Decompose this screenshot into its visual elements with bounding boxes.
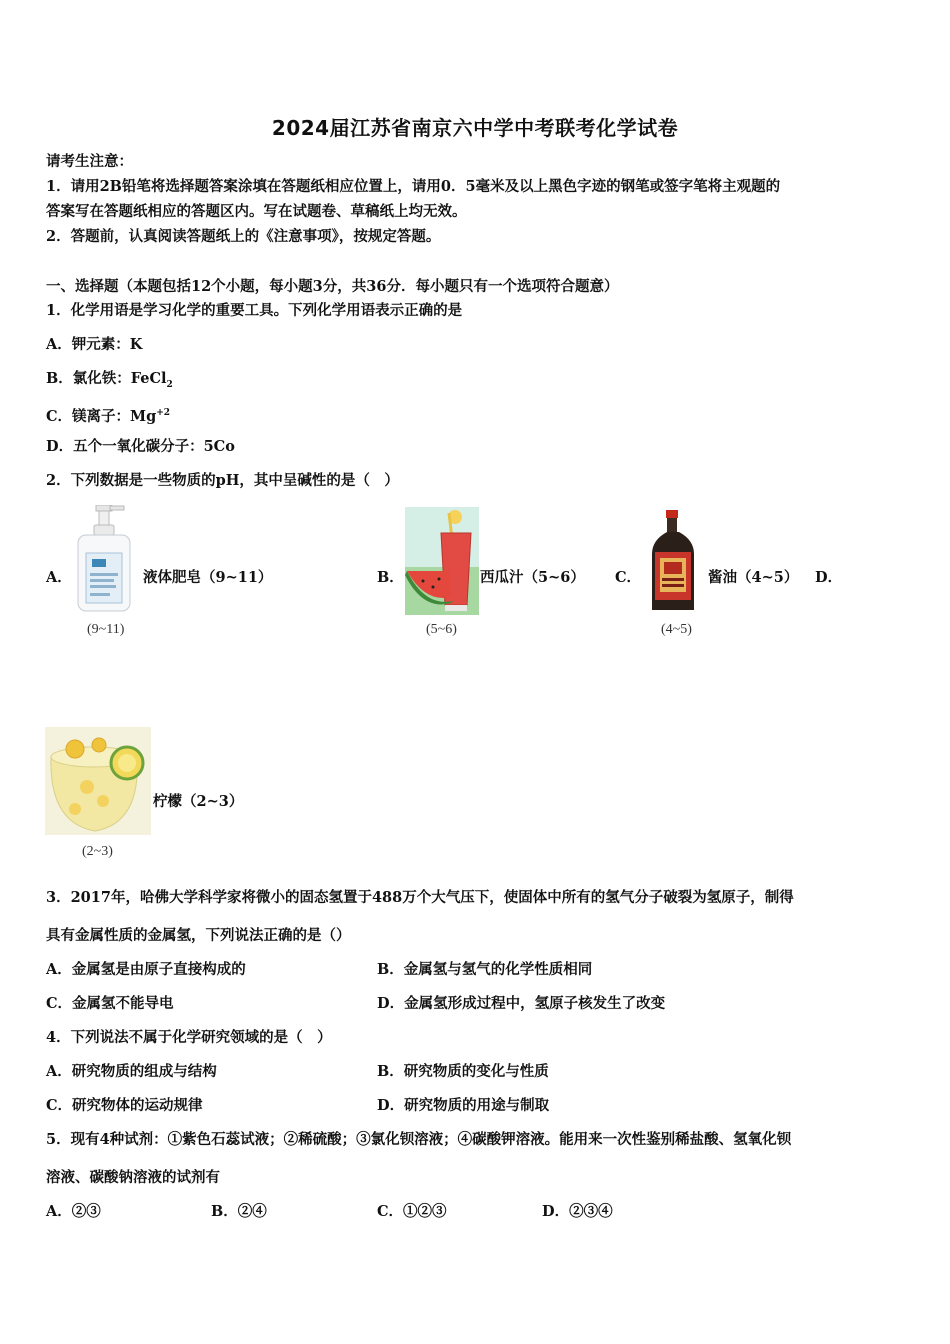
q3-option-b: B．金属氢与氢气的化学性质相同 <box>377 961 593 978</box>
q1-option-b <box>46 369 173 395</box>
notice-heading: 请考生注意： <box>46 153 133 170</box>
q2-option-c-letter: C． <box>615 569 642 586</box>
q1-stem: 1．化学用语是学习化学的重要工具。下列化学用语表示正确的是 <box>46 302 463 319</box>
q2-option-a-text: 液体肥皂（9~11） <box>143 569 273 586</box>
q1-option-b-text: B．氯化铁：FeCl <box>46 370 167 387</box>
q2-option-a-caption: (9~11) <box>87 622 125 637</box>
notice-line-1a: 1．请用2B铅笔将选择题答案涂填在答题纸相应位置上，请用0．5毫米及以上黑色字迹的钢笔或签字笔将主观题的 <box>46 178 781 195</box>
page-title: 2024届江苏省南京六中学中考联考化学试卷 <box>271 116 679 140</box>
q5-option-d: D．②③④ <box>542 1203 613 1220</box>
q5-option-a: A．②③ <box>46 1203 101 1220</box>
q3-option-c: C．金属氢不能导电 <box>46 995 174 1012</box>
q4-option-a: A．研究物质的组成与结构 <box>46 1063 217 1080</box>
q2-option-d-letter: D． <box>815 569 843 586</box>
section-heading: 一、选择题（本题包括12个小题，每小题3分，共36分．每小题只有一个选项符合题意） <box>46 278 619 295</box>
q1-option-a: A．钾元素：K <box>46 336 143 353</box>
q4-option-c: C．研究物体的运动规律 <box>46 1097 203 1114</box>
q4-option-d: D．研究物质的用途与制取 <box>377 1097 550 1114</box>
notice-line-1b: 答案写在答题纸相应的答题区内。写在试题卷、草稿纸上均无效。 <box>46 203 467 220</box>
q1-option-c <box>46 403 170 427</box>
q2-option-b-caption: (5~6) <box>426 622 457 637</box>
q2-option-d-caption: (2~3) <box>82 844 113 859</box>
q3-option-d: D．金属氢形成过程中，氢原子核发生了改变 <box>377 995 666 1012</box>
q2-option-b-text: 西瓜汁（5~6） <box>480 569 585 586</box>
q2-option-a-letter: A． <box>46 569 72 586</box>
q5-option-c: C．①②③ <box>377 1203 447 1220</box>
q1-option-c-text: C．镁离子：Mg <box>46 407 157 425</box>
q5-option-b: B．②④ <box>211 1203 267 1220</box>
q1-option-c-superscript: +2 <box>156 408 171 418</box>
q3-option-a: A．金属氢是由原子直接构成的 <box>46 961 246 978</box>
q2-stem: 2．下列数据是一些物质的pH，其中呈碱性的是（ ） <box>46 472 399 489</box>
liquid-soap-image <box>74 505 136 615</box>
notice-line-2: 2．答题前，认真阅读答题纸上的《注意事项》，按规定答题。 <box>46 228 441 245</box>
watermelon-juice-image <box>405 507 479 615</box>
q2-option-b-letter: B． <box>377 569 404 586</box>
q2-option-d-text: 柠檬（2~3） <box>153 793 244 810</box>
lemon-drink-image <box>45 727 151 835</box>
q2-option-c-text: 酱油（4~5） <box>708 569 799 586</box>
q5-stem-line-1: 5．现有4种试剂：①紫色石蕊试液；②稀硫酸；③氯化钡溶液；④碳酸钾溶液。能用来一次性鉴别稀盐酸、氢氧化钡 <box>46 1131 792 1148</box>
q4-stem: 4．下列说法不属于化学研究领域的是（ ） <box>46 1029 332 1046</box>
soy-sauce-image <box>648 510 698 614</box>
q5-stem-line-2: 溶液、碳酸钠溶液的试剂有 <box>46 1169 220 1186</box>
q3-stem-line-2: 具有金属性质的金属氢，下列说法正确的是（） <box>46 927 351 944</box>
q3-stem-line-1: 3．2017年，哈佛大学科学家将微小的固态氢置于488万个大气压下，使固体中所有的氢气分子破裂为氢原子，制得 <box>46 889 794 906</box>
q1-option-d: D．五个一氧化碳分子：5Co <box>46 438 235 455</box>
q2-option-c-caption: (4~5) <box>661 622 692 637</box>
q4-option-b: B．研究物质的变化与性质 <box>377 1063 549 1080</box>
q1-option-b-subscript: 2 <box>166 379 173 390</box>
